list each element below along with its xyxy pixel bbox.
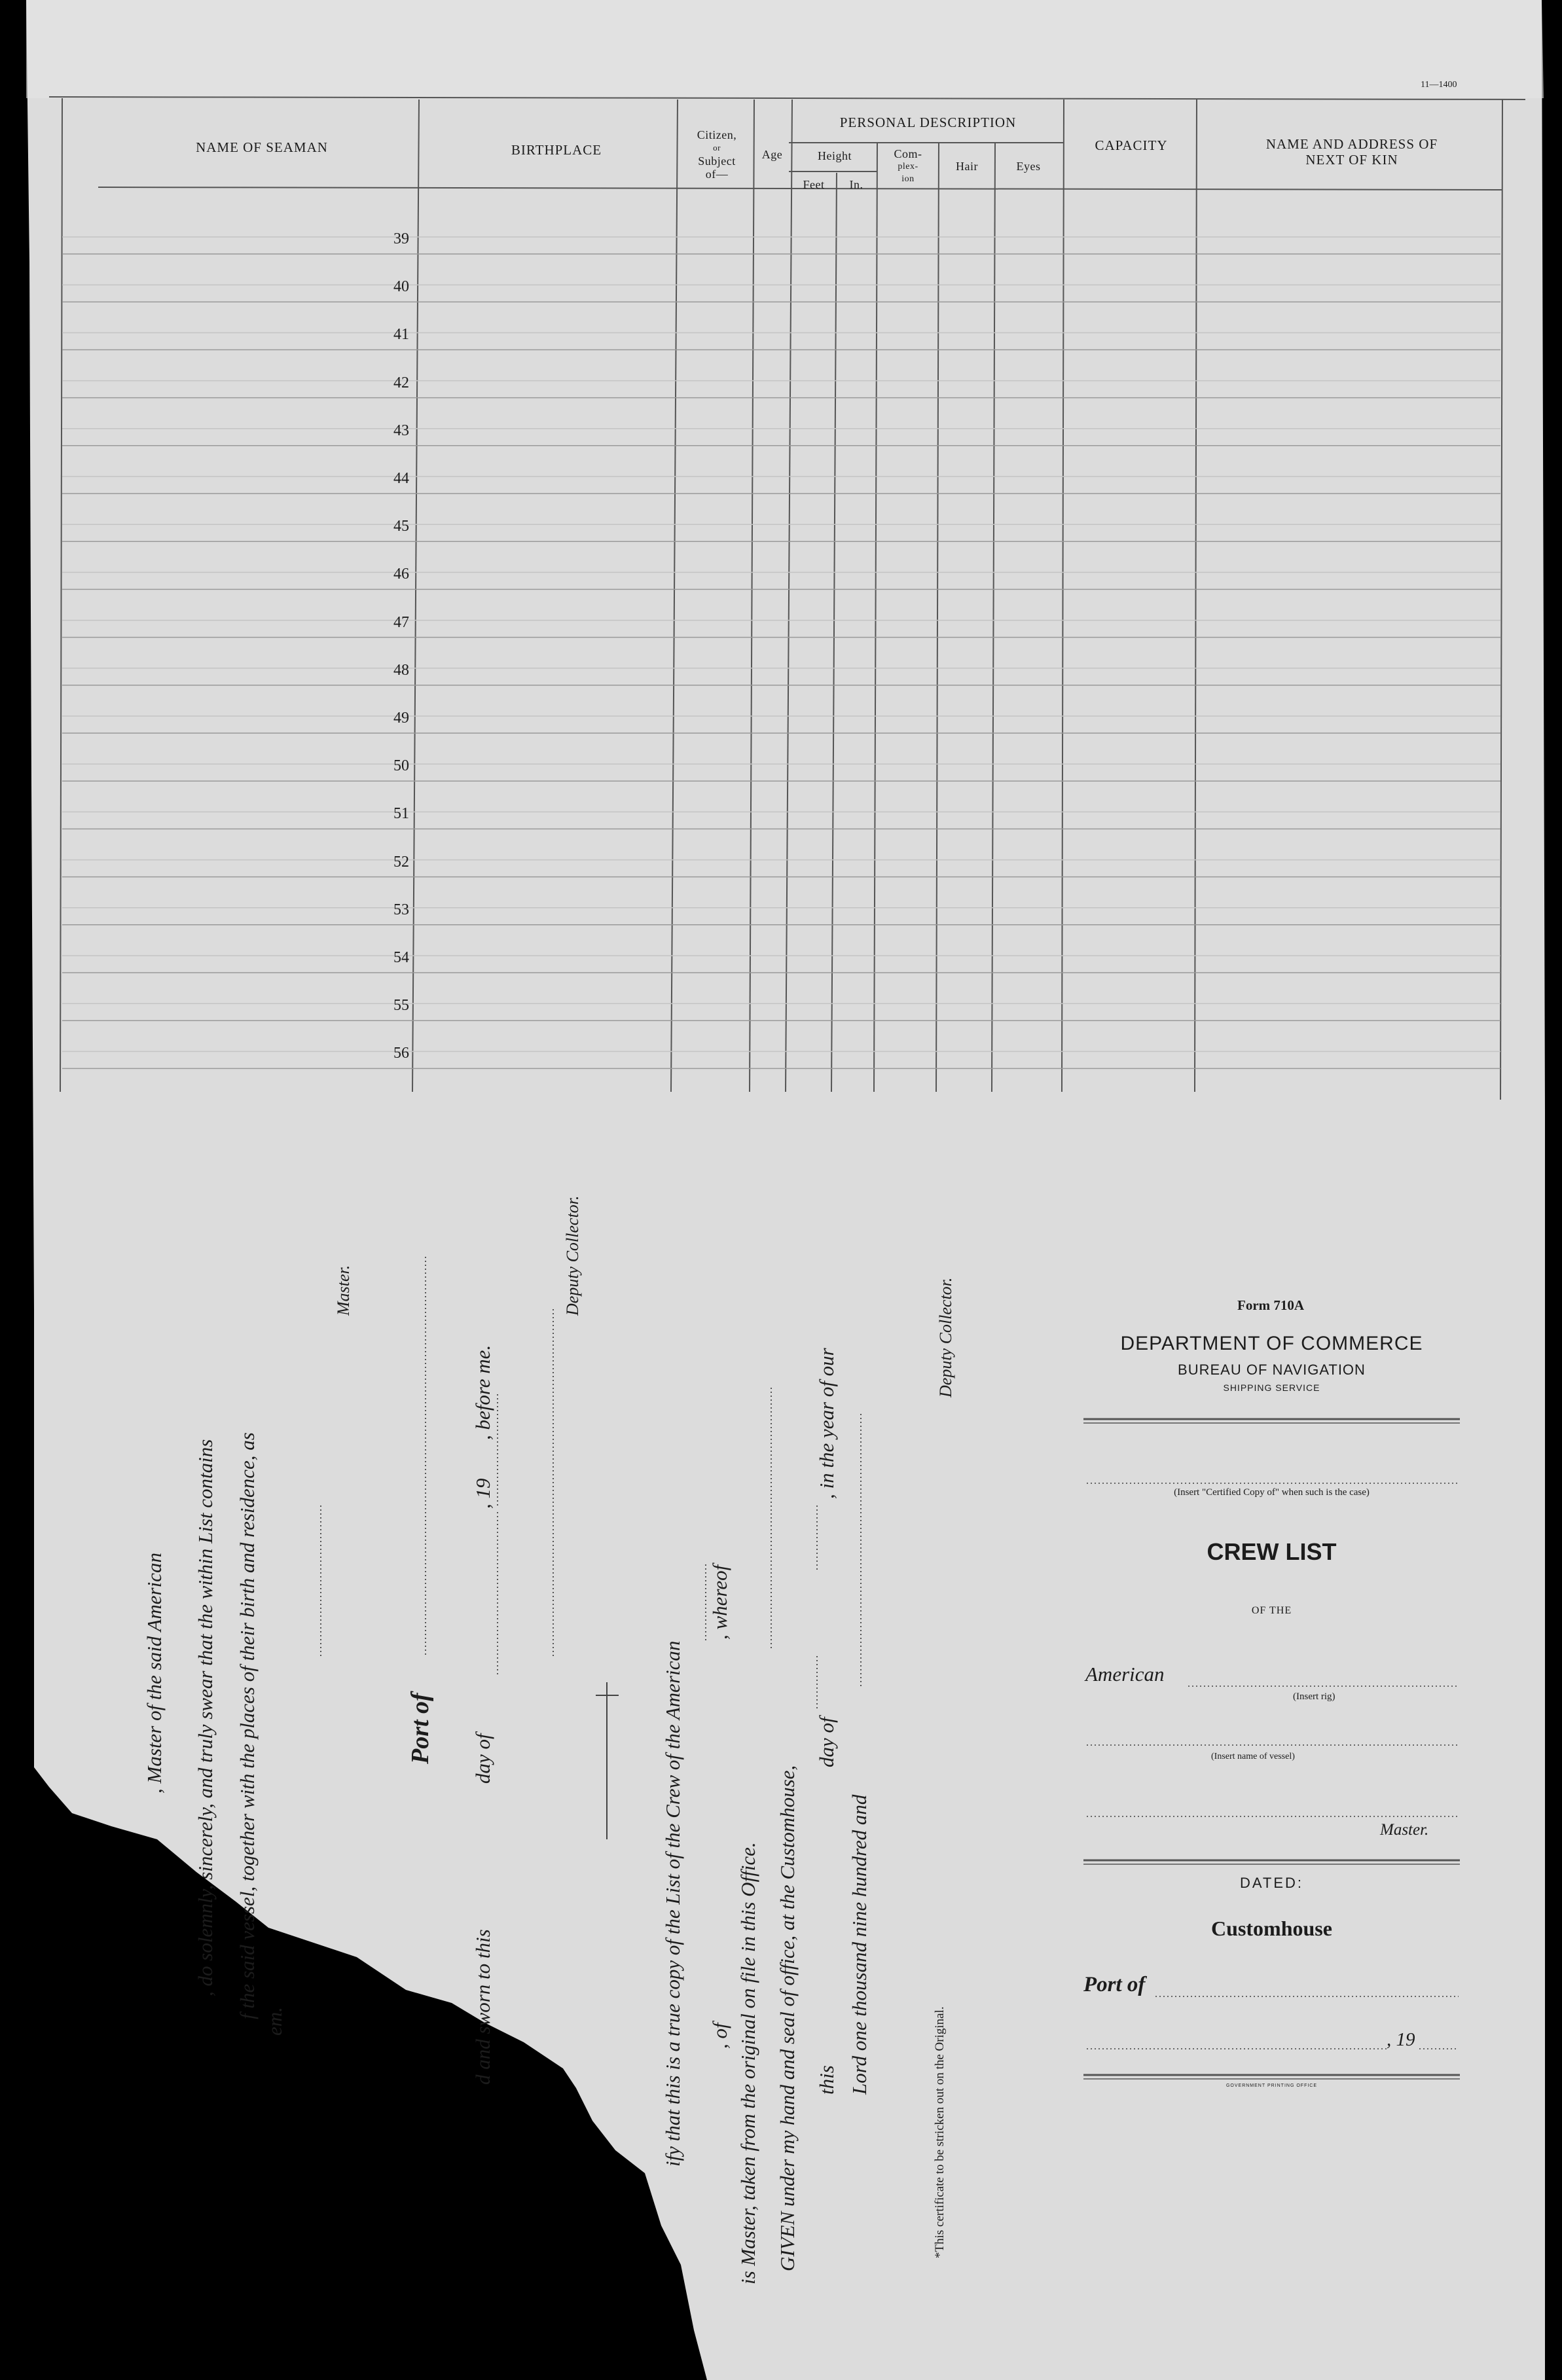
- certificate-line-5-year: , in the year of our: [815, 1348, 838, 1499]
- cover-master: Master.: [1380, 1821, 1429, 1839]
- row-number: 52: [393, 853, 409, 871]
- header-height: Height: [818, 149, 852, 162]
- cover-american: American: [1085, 1663, 1165, 1686]
- cover-dated: DATED:: [1239, 1875, 1304, 1891]
- oath-day-of: day of: [471, 1733, 494, 1784]
- header-name-of-seaman: NAME OF SEAMAN: [196, 139, 328, 155]
- cover-form-number: Form 710A: [1237, 1297, 1305, 1313]
- row-number: 39: [393, 230, 409, 247]
- cover-bureau: BUREAU OF NAVIGATION: [1178, 1361, 1366, 1378]
- row-number: 47: [393, 613, 409, 631]
- cover-year: , 19: [1387, 2029, 1415, 2050]
- row-number: 55: [393, 997, 409, 1015]
- cover-insert-vessel: (Insert name of vessel): [1211, 1752, 1295, 1761]
- header-eyes: Eyes: [1016, 160, 1041, 173]
- header-next-of-kin-line: NAME AND ADDRESS OF: [1265, 136, 1438, 152]
- cover-customhouse: Customhouse: [1211, 1917, 1332, 1940]
- row-number: 46: [393, 566, 409, 583]
- oath-year: , 19: [471, 1478, 494, 1509]
- oath-line-1: , Master of the said American: [143, 1553, 166, 1794]
- certificate-deputy-collector: Deputy Collector.: [936, 1277, 955, 1397]
- oath-master-label: Master.: [334, 1265, 353, 1316]
- cover-port-of: Port of: [1083, 1973, 1146, 1996]
- oath-port-of: Port of: [407, 1693, 434, 1764]
- header-birthplace: BIRTHPLACE: [511, 142, 602, 158]
- header-complexion-line: Com-: [894, 147, 922, 160]
- cover-department: DEPARTMENT OF COMMERCE: [1120, 1333, 1423, 1354]
- row-number: 53: [393, 901, 409, 918]
- row-number: 48: [393, 661, 409, 679]
- certificate-line-1: ify that this is a true copy of the List of the Crew of the American: [661, 1640, 684, 2167]
- header-inches: In.: [849, 178, 863, 191]
- oath-line-4: em.: [263, 2007, 286, 2036]
- certificate-line-2-whereof: , whereof: [708, 1564, 731, 1640]
- header-citizen-line: or: [713, 143, 721, 153]
- row-number: 56: [393, 1045, 409, 1062]
- oath-line-3: f the said vessel, together with the places of their birth and residence, as: [236, 1432, 259, 2019]
- header-next-of-kin-line: NEXT OF KIN: [1305, 152, 1398, 168]
- cover-insert-certified: (Insert "Certified Copy of" when such is the case): [1174, 1487, 1370, 1498]
- row-number: 40: [393, 278, 409, 296]
- certificate-line-5-day-of: day of: [815, 1717, 838, 1767]
- certificate-line-6: Lord one thousand nine hundred and: [848, 1794, 871, 2095]
- row-number: 49: [393, 710, 409, 727]
- row-number: 51: [393, 805, 409, 823]
- form-code: 11—1400: [1421, 80, 1457, 90]
- oath-line-2: , do solemnly, sincerely, and truly swear that the within List contains: [194, 1439, 217, 1996]
- certificate-line-2-of: , of: [708, 2023, 731, 2049]
- cover-service: SHIPPING SERVICE: [1223, 1382, 1320, 1393]
- row-number: 50: [393, 757, 409, 775]
- certificate-line-5-this: this: [815, 2065, 838, 2095]
- row-number: 41: [393, 326, 409, 344]
- header-complexion-line: plex-: [898, 162, 918, 171]
- header-complexion-line: ion: [901, 174, 915, 184]
- certificate-line-4: GIVEN under my hand and seal of office, at the Customhouse,: [776, 1765, 799, 2271]
- header-age: Age: [761, 148, 783, 161]
- cover-title: CREW LIST: [1207, 1538, 1337, 1565]
- cover-of-the: OF THE: [1251, 1605, 1292, 1616]
- oath-sworn: d and sworn to this: [471, 1929, 494, 2085]
- header-citizen-line: of—: [705, 168, 729, 181]
- cover-insert-rig: (Insert rig): [1293, 1691, 1335, 1702]
- cover-printer: GOVERNMENT PRINTING OFFICE: [1226, 2083, 1318, 2088]
- row-number: 44: [393, 470, 409, 487]
- row-number: 42: [393, 374, 409, 391]
- header-personal-description: PERSONAL DESCRIPTION: [839, 115, 1017, 130]
- header-capacity: CAPACITY: [1095, 137, 1168, 153]
- header-citizen-line: Subject: [698, 154, 736, 168]
- oath-deputy-collector: Deputy Collector.: [563, 1195, 582, 1316]
- certificate-footnote: *This certificate to be stricken out on the Original.: [933, 2006, 947, 2258]
- header-hair: Hair: [956, 160, 978, 173]
- certificate-line-3: is Master, taken from the original on file in this Office.: [736, 1842, 759, 2284]
- header-citizen-line: Citizen,: [697, 128, 737, 141]
- row-number: 43: [393, 422, 409, 439]
- row-number: 45: [393, 518, 409, 535]
- header-feet: Feet: [803, 178, 825, 191]
- oath-before-me: , before me.: [471, 1344, 494, 1440]
- row-number: 54: [393, 949, 409, 966]
